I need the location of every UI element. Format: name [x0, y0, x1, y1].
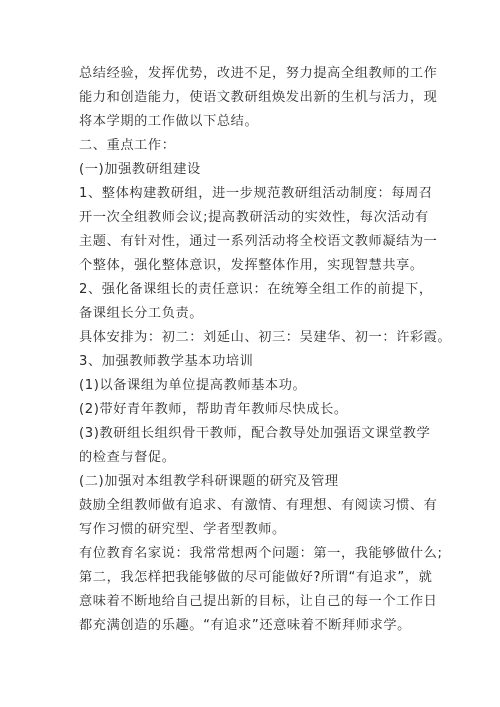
text-line: 2、强化备课组长的责任意识：在统筹全组工作的前提下，: [79, 282, 433, 297]
text-line: 意味着不断地给自己提出新的目标，让自己的每一个工作日: [79, 594, 438, 609]
text-line: 的检查与督促。: [79, 450, 176, 465]
text-line: 主题、有针对性，通过一系列活动将全校语文教师凝结为一: [79, 234, 438, 249]
text-line: 具体安排为：初二：刘延山、初三：吴建华、初一：许彩霞。: [79, 330, 452, 345]
text-line: 能力和创造能力，使语文教研组焕发出新的生机与活力，现: [79, 90, 438, 105]
text-line: 个整体，强化整体意识，发挥整体作用，实现智慧共享。: [79, 258, 424, 273]
subsection-heading: (二)加强对本组教学科研课题的研究及管理: [79, 474, 339, 489]
text-line: 总结经验，发挥优势，改进不足，努力提高全组教师的工作: [79, 66, 438, 81]
text-line: (1)以备课组为单位提高教师基本功。: [79, 378, 307, 393]
text-line: 备课组长分工负责。: [79, 306, 204, 321]
text-line: (3)教研组长组织骨干教师，配合教导处加强语文课堂教学: [79, 426, 431, 441]
text-line: 都充满创造的乐趣。“有追求”还意味着不断拜师求学。: [79, 618, 411, 633]
text-line: (2)带好青年教师，帮助青年教师尽快成长。: [79, 402, 348, 417]
text-line: 鼓励全组教师做有追求、有激情、有理想、有阅读习惯、有: [79, 498, 438, 513]
text-line: 第二，我怎样把我能够做的尽可能做好?所谓“有追求”，就: [79, 570, 433, 585]
text-line: 3、加强教师教学基本功培训: [79, 354, 254, 369]
text-line: 写作习惯的研究型、学者型教师。: [79, 522, 286, 537]
text-line: 1、整体构建教研组，进一步规范教研组活动制度：每周召: [79, 186, 433, 201]
text-line: 开一次全组教师会议;提高教研活动的实效性，每次活动有: [79, 210, 429, 225]
text-line: 将本学期的工作做以下总结。: [79, 114, 259, 129]
subsection-heading: (一)加强教研组建设: [79, 162, 201, 177]
section-heading: 二、重点工作：: [79, 138, 176, 153]
text-line: 有位教育名家说：我常常想两个问题：第一，我能够做什么;: [79, 546, 443, 561]
